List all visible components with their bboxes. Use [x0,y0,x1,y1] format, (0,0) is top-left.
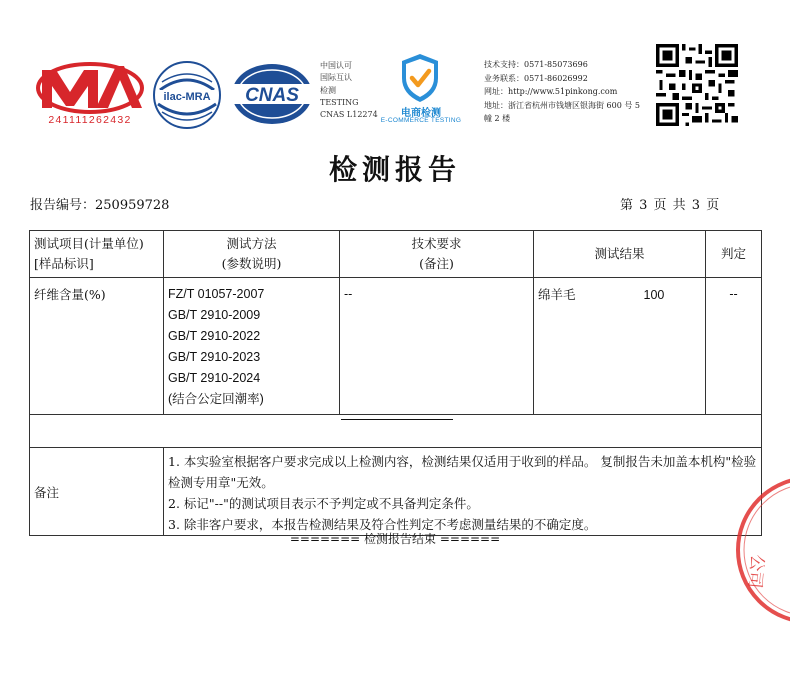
cma-certificate-number: 241111262432 [48,114,132,126]
cnas-line: 国际互认 [320,73,352,83]
header-line: 测试项目(计量单位) [34,236,144,251]
cnas-line: 检测 [320,85,336,95]
cnas-line: 中国认可 [320,61,352,70]
notes-text [164,448,762,536]
svg-text:CNAS: CNAS [245,85,299,106]
cnas-caption [320,60,390,121]
note-item: 1. 本实验室根据客户要求完成以上检测内容，检测结果仅适用于收到的样品。 复制报告未加盖本机构"检验检测专用章"无效。 [168,454,757,490]
header-judgement: 判定 [706,231,762,278]
method-line: FZ/T 01057-2007 [168,287,265,301]
header-line: 技术要求 [411,236,462,251]
address-cont: 幢 2 楼 [484,114,511,124]
qr-code-icon [656,44,738,126]
method-line: GB/T 2910-2024 [168,371,261,385]
company-seal-stamp [700,470,790,630]
note-item: 3. 除非客户要求，本报告检测结果及符合性判定不考虑测量结果的不确定度。 [168,517,597,532]
cell-test-item: 纤维含量(%) [30,278,164,415]
header-line: 测试方法 [226,236,277,251]
business-contact: 业务联系：0571-86026992 [484,73,588,83]
seal-text: 公司 [744,553,767,590]
cell-judgement: -- [706,278,762,415]
header-line: (参数说明) [221,256,282,271]
report-number: 报告编号：250959728 [30,198,170,213]
cnas-line: CNAS L12274 [320,110,378,120]
cnas-logo [230,62,314,126]
ilac-mra-logo [152,60,222,130]
test-results-table [29,230,762,536]
address: 地址：浙江省杭州市钱塘区银海街 600 号 5 [484,100,640,110]
header-result: 测试结果 [534,231,706,278]
header-line: (备注) [419,256,454,271]
method-line: GB/T 2910-2023 [168,350,261,364]
report-end-marker: ======= 检测报告结束 ====== [289,532,501,546]
svg-text:ilac-MRA: ilac-MRA [163,91,211,103]
ecommerce-testing-shield-icon [398,52,442,104]
ecommerce-testing-cn: 电商检测 [401,108,441,119]
method-line: (结合公定回潮率) [168,392,264,406]
page-info: 第 3 页 共 3 页 [620,198,720,213]
header-requirement [340,231,534,278]
method-line: GB/T 2910-2009 [168,308,261,322]
document-title: 检测报告 [328,153,461,186]
header-test-method [164,231,340,278]
separator-line [341,419,453,420]
cell-test-methods [164,278,340,415]
result-value: 100 [643,288,665,302]
contact-info [484,58,644,126]
result-label: 绵羊毛 [538,287,576,302]
website: 网址：http://www.51pinkong.com [484,87,618,97]
cell-result [534,278,706,415]
tech-support: 技术支持：0571-85073696 [484,60,588,69]
cell-requirement: -- [340,278,534,415]
header-test-item [30,231,164,278]
ecommerce-testing-en: E-COMMERCE TESTING [380,117,462,124]
cnas-line: TESTING [320,97,359,107]
note-item: 2. 标记"--"的测试项目表示不予判定或不具备判定条件。 [168,496,479,511]
notes-row [30,448,762,536]
notes-label: 备注 [30,448,164,536]
table-row [30,278,762,415]
table-header-row [30,231,762,278]
header-line: [样品标识] [34,256,94,271]
method-line: GB/T 2910-2022 [168,329,261,343]
